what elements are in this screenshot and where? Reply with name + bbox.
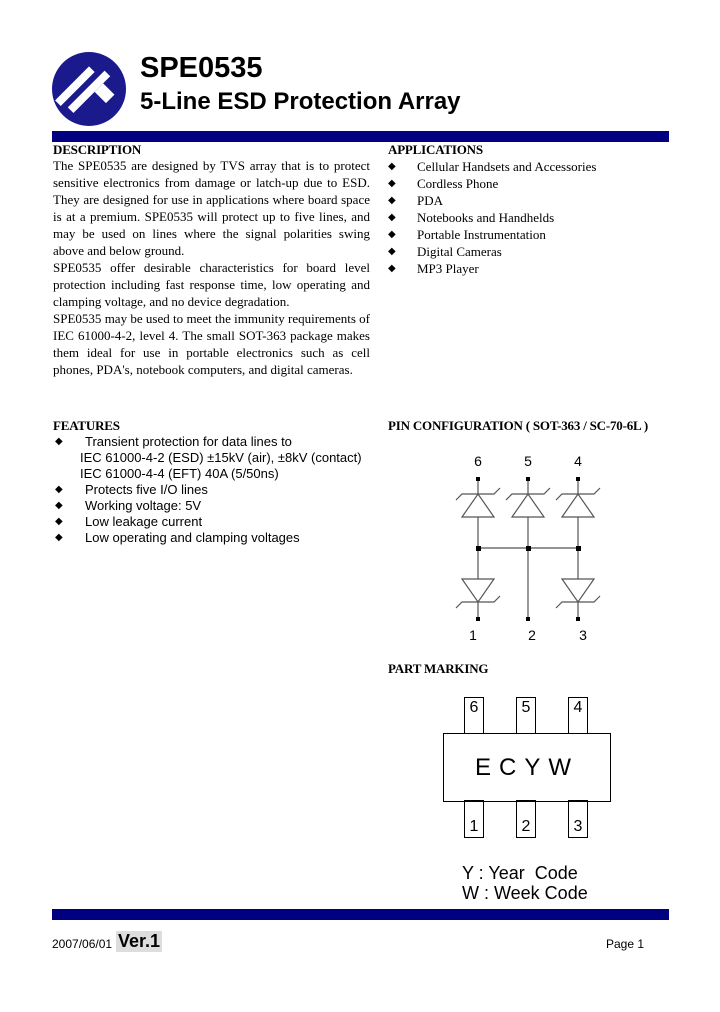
applications-heading: APPLICATIONS [388,142,483,157]
list-item: ◆ Working voltage: 5V [55,498,362,514]
pin-label: 5 [524,453,532,469]
list-item: ◆ Cellular Handsets and Accessories [388,158,596,175]
list-item: ◆ Low leakage current [55,514,362,530]
features-list [55,434,362,546]
list-item: ◆ Portable Instrumentation [388,226,596,243]
package-pin: 6 [464,697,484,735]
list-item: ◆ Low operating and clamping voltages [55,530,362,546]
footer-date: 2007/06/01 [52,937,113,951]
package-pin: 2 [516,800,536,838]
feature-text: Transient protection for data lines to [85,434,292,449]
list-item: ◆ Protects five I/O lines [55,482,362,498]
package-pin: 3 [568,800,588,838]
part-marking-heading: PART MARKING [388,661,489,676]
pin-label: 4 [574,453,582,469]
list-item: ◆ Notebooks and Handhelds [388,209,596,226]
pin-label: 6 [474,453,482,469]
list-item: ◆ Cordless Phone [388,175,596,192]
legend-week: W : Week Code [462,883,588,903]
features-heading: FEATURES [53,418,120,433]
package-pin: 1 [464,800,484,838]
description-paragraph: SPE0535 may be used to meet the immunity requirements of IEC 61000-4-2, level 4. The small SOT-363 package makes them ideal for use in portable electronics such as cell phones, PDA's, notebook computers, and digital cameras. [53,311,370,377]
description-body [53,157,370,378]
list-item: ◆ MP3 Player [388,260,596,277]
pin-label: 2 [528,627,536,643]
pin-label: 1 [469,627,477,643]
package-body-marking: ECYW [443,733,611,802]
pin-label: 3 [579,627,587,643]
footer-page: Page 1 [606,937,645,951]
header-divider [52,131,669,142]
package-pin: 4 [568,697,588,735]
description-paragraph: The SPE0535 are designed by TVS array that is to protect sensitive electronics from damage or latch-up due to ESD. They are designed for use in applications where board space is at a premium. SPE0535 will protect up to five lines, and may be used on lines where the signal polarities swing above and below ground. [53,158,370,258]
subtitle: 5-Line ESD Protection Array [140,88,461,115]
description-paragraph: SPE0535 offer desirable characteristics for board level protection including fast response time, low operating and clamping voltage, and no device degradation. [53,260,370,309]
feature-subline: IEC 61000-4-2 (ESD) ±15kV (air), ±8kV (contact) [80,450,362,465]
part-number-title: SPE0535 [140,52,263,84]
description-heading: DESCRIPTION [53,142,142,157]
marking-legend [462,863,588,903]
list-item: ◆ PDA [388,192,596,209]
feature-subline: IEC 61000-4-4 (EFT) 40A (5/50ns) [80,466,279,481]
pin-config-heading: PIN CONFIGURATION ( SOT-363 / SC-70-6L ) [388,418,648,433]
company-logo [51,51,127,127]
list-item [55,434,362,482]
legend-year: Y : Year Code [462,863,578,883]
applications-list [388,158,596,277]
list-item: ◆ Digital Cameras [388,243,596,260]
footer-version: Ver.1 [118,931,161,951]
footer-divider [52,909,669,920]
package-pin: 5 [516,697,536,735]
pin-configuration-schematic [440,450,620,650]
